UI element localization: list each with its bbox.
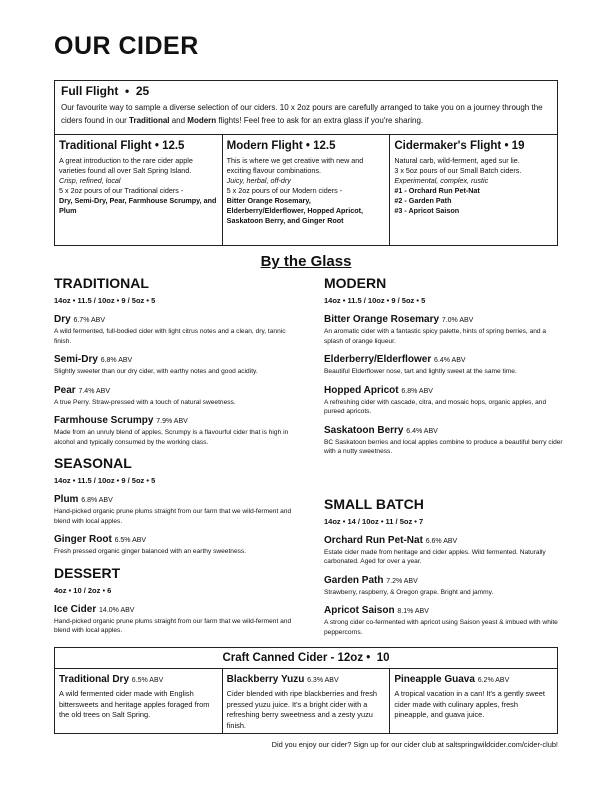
flight-desc: A great introduction to the rare cider apple varieties found all over Salt Spring Island. <box>59 156 193 175</box>
section-title-small-batch: SMALL BATCH <box>324 495 424 512</box>
section-sizes: 14oz • 11.5 / 10oz • 9 / 5oz • 5 <box>324 296 426 305</box>
section-title-traditional: TRADITIONAL <box>54 275 149 291</box>
full-flight-heading: Full Flight • 25 <box>61 84 150 98</box>
modern-flight <box>222 134 390 245</box>
footer-note: Did you enjoy our cider? Sign up for our cider club at saltspringwildcider.com/cider-club! <box>271 740 558 749</box>
flight-list: Bitter Orange Rosemary, Elderberry/Elderflower, Hopped Apricot, Saskatoon Berry, and Ginger Root <box>226 196 363 225</box>
flight-pours: 3 x 5oz pours of our Small Batch ciders. <box>394 166 522 175</box>
section-sizes: 14oz • 14 / 10oz • 11 / 5oz • 7 <box>324 516 424 526</box>
full-flight-description: Our favourite way to sample a diverse selection of our ciders. 10 x 2oz pours are carefully arranged to take you on a journey through the ciders found in our Traditional and Modern flights! Feel free to ask for an extra glass if you're sharing. <box>61 103 543 125</box>
menu-item: Dry 6.7% ABV A wild fermented, full-bodied cider with light citrus notes and a clean, dry, tannic finish. <box>54 314 286 345</box>
menu-item: Hopped Apricot 6.8% ABV A refreshing cider with cascade, citra, and mosaic hops, organic apples, and pureed apricots. <box>324 384 547 415</box>
page-title: OUR CIDER <box>54 32 199 60</box>
canned-cider-box <box>54 647 558 734</box>
flight-pours: 5 x 2oz pours of our Traditional ciders - <box>59 186 184 195</box>
flight-list: Dry, Semi-Dry, Pear, Farmhouse Scrumpy, and Plum <box>59 196 217 215</box>
full-flight-price: 25 <box>135 84 150 98</box>
menu-item: Plum 6.8% ABV Hand-picked organic prune plums straight from our farm that we wild-ferment and blend with local apples. <box>54 494 292 525</box>
section-sizes: 14oz • 11.5 / 10oz • 9 / 5oz • 5 <box>54 476 156 485</box>
flight-title: Cidermaker's Flight • 19 <box>394 140 525 152</box>
by-the-glass-heading: By the Glass <box>260 253 352 270</box>
left-column <box>54 274 294 643</box>
menu-item: Semi-Dry 6.8% ABV Slightly sweeter than our dry cider, with earthy notes and good acidity. <box>54 354 258 375</box>
flight-tagline: Crisp, refined, local <box>59 176 121 185</box>
canned-item: Traditional Dry 6.5% ABV A wild fermented cider made with English bittersweets and heritage apples foraged from the old trees on Salt Spring. <box>59 674 210 719</box>
flight-title: Traditional Flight • 12.5 <box>59 140 185 152</box>
menu-item: Saskatoon Berry 6.4% ABV BC Saskatoon berries and local apples combine to produce a beautiful berry cider with a nutty sweetness. <box>324 424 563 455</box>
section-sizes: 4oz • 10 / 2oz • 6 <box>54 585 112 595</box>
canned-item: Blackberry Yuzu 6.3% ABV Cider blended with ripe blackberries and fresh pressed yuzu juice. It's a bright cider with a refreshing berry sweetness and a zesty yuzu finish. <box>222 669 390 733</box>
canned-heading: Craft Canned Cider - 12oz • 10 <box>55 648 557 669</box>
flight-list-item: #2 - Garden Path <box>394 196 452 205</box>
flight-list-item: #1 - Orchard Run Pet-Nat <box>394 186 480 195</box>
cidermakers-flight <box>389 134 557 245</box>
flight-list-item: #3 - Apricot Saison <box>394 206 460 215</box>
canned-item: Pineapple Guava 6.2% ABV A tropical vacation in a can! It's a gently sweet cider made with culinary apples, fresh pineapple, and guava juice. <box>389 669 557 733</box>
flight-tagline: Juicy, herbal, off-dry <box>226 176 291 185</box>
menu-item: Farmhouse Scrumpy 7.9% ABV Made from an unruly blend of apples, Scrumpy is a flavourful cider that is high in alcohol and typically consumed by the working class. <box>54 415 289 446</box>
section-title-modern: MODERN <box>324 275 387 291</box>
full-flight-title: Full Flight <box>61 84 119 98</box>
menu-item: Orchard Run Pet-Nat 6.6% ABV Estate cider made from heritage and cider apples. Wild fermented. Naturally carbonated. Aged for over a year. <box>324 534 546 565</box>
section-title-dessert: DESSERT <box>54 564 121 581</box>
menu-item: Garden Path 7.2% ABV Strawberry, raspberry, & Oregon grape. Bright and jammy. <box>324 574 494 596</box>
flights-row <box>54 134 558 246</box>
section-title-seasonal: SEASONAL <box>54 455 132 471</box>
traditional-flight <box>55 134 222 245</box>
flight-title: Modern Flight • 12.5 <box>226 140 336 152</box>
flight-desc: This is where we get creative with new and exciting flavour combinations. <box>226 156 364 175</box>
menu-item: Apricot Saison 8.1% ABV A strong cider co-fermented with apricot using Saison yeast & imbued with white peppercorns. <box>324 605 558 636</box>
flight-pours: 5 x 2oz pours of our Modern ciders - <box>226 186 343 195</box>
menu-item: Pear 7.4% ABV A true Perry. Straw-pressed with a touch of natural sweetness. <box>54 384 236 406</box>
menu-item: Bitter Orange Rosemary 7.0% ABV An aromatic cider with a fantastic spicy palette, hints of spring berries, and a splash of orange liqueur. <box>324 314 547 345</box>
canned-row <box>55 669 557 733</box>
flight-desc: Natural carb, wild-ferment, aged sur lie. <box>394 156 520 165</box>
menu-item: Ice Cider 14.0% ABV Hand-picked organic prune plums straight from our farm that we wild-ferment and blend with local apples. <box>54 603 292 634</box>
right-column <box>324 274 564 644</box>
menu-item: Elderberry/Elderflower 6.4% ABV Beautiful Elderflower nose, tart and lightly sweet at the same time. <box>324 354 517 375</box>
menu-item: Ginger Root 6.5% ABV Fresh pressed organic ginger balanced with an earthy sweetness. <box>54 534 247 555</box>
full-flight-box <box>54 80 558 135</box>
flight-tagline: Experimental, complex, rustic <box>394 176 489 185</box>
section-sizes: 14oz • 11.5 / 10oz • 9 / 5oz • 5 <box>54 296 156 305</box>
